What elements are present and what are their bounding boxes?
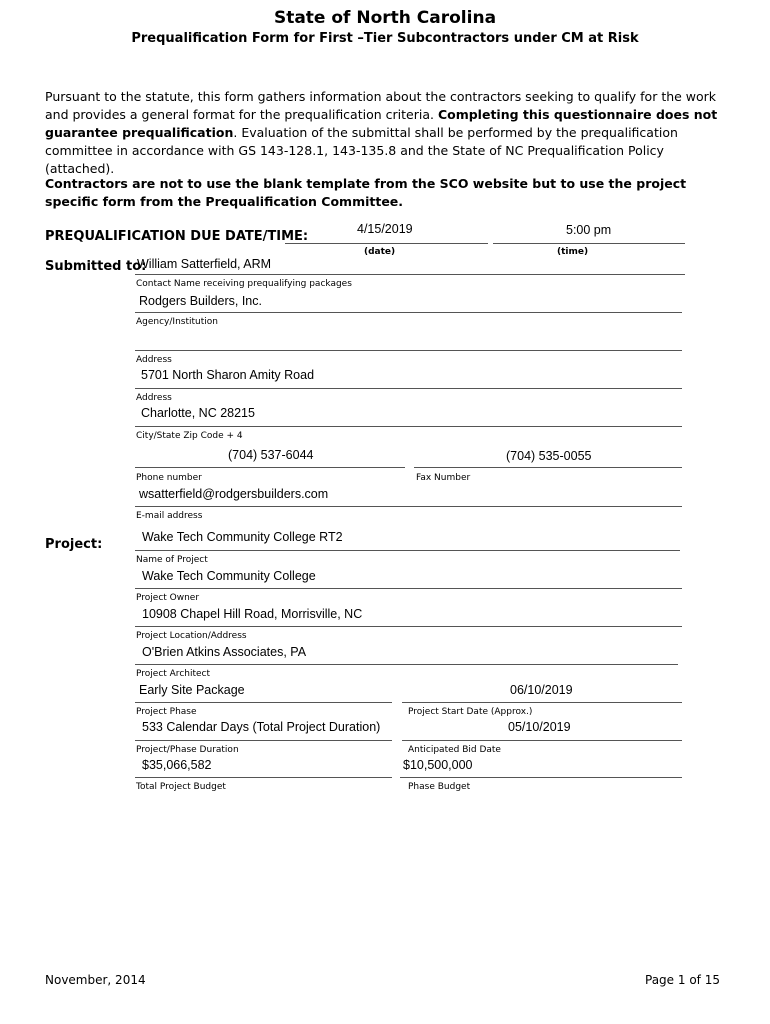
project-phase-line	[135, 702, 392, 703]
project-label: Project:	[45, 537, 103, 552]
page-title: State of North Carolina	[273, 8, 497, 28]
due-time-field[interactable]: 5:00 pm	[566, 223, 612, 237]
phase-budget-field[interactable]: $10,500,000	[403, 758, 473, 772]
project-phase-caption: Project Phase	[136, 707, 197, 717]
address2-caption: Address	[136, 393, 172, 403]
project-name-field[interactable]: Wake Tech Community College RT2	[142, 530, 343, 544]
due-time-caption: (time)	[557, 247, 589, 257]
contact-name-line	[135, 274, 685, 275]
email-caption: E-mail address	[136, 511, 203, 521]
contact-name-caption: Contact Name receiving prequalifying packages	[136, 279, 352, 289]
intro-text-a: Pursuant to the statute, this form gathers information about the contractors seeking to qualify for the work and provides a general format for the prequalification criteria.	[45, 89, 717, 122]
total-budget-caption: Total Project Budget	[136, 782, 226, 792]
bid-date-caption: Anticipated Bid Date	[408, 745, 501, 755]
phone-line	[135, 467, 405, 468]
phase-budget-line	[400, 777, 682, 778]
project-architect-line	[135, 664, 678, 665]
agency-caption: Agency/Institution	[136, 317, 218, 327]
due-time-line	[493, 243, 685, 244]
email-line	[135, 506, 682, 507]
project-name-line	[135, 550, 680, 551]
project-start-date-field[interactable]: 06/10/2019	[510, 683, 573, 697]
project-architect-field[interactable]: O'Brien Atkins Associates, PA	[142, 645, 307, 659]
city-state-zip-line	[135, 426, 682, 427]
project-name-caption: Name of Project	[136, 555, 208, 565]
email-field[interactable]: wsatterfield@rodgersbuilders.com	[139, 487, 329, 501]
city-state-zip-caption: City/State Zip Code + 4	[136, 431, 243, 441]
address2-line	[135, 388, 682, 389]
project-phase-field[interactable]: Early Site Package	[139, 683, 245, 697]
total-budget-line	[135, 777, 392, 778]
submitted-to-label: Submitted to:	[45, 259, 147, 274]
fax-caption: Fax Number	[416, 473, 471, 483]
page-number: Page 1 of 15	[645, 973, 720, 987]
instruction-bold-text: Contractors are not to use the blank template from the SCO website but to use the project specific form from the Prequalification Committee.	[45, 176, 687, 209]
contact-name-field[interactable]: William Satterfield, ARM	[137, 257, 272, 271]
project-location-caption: Project Location/Address	[136, 631, 247, 641]
project-owner-line	[135, 588, 682, 589]
due-date-field[interactable]: 4/15/2019	[357, 222, 413, 236]
project-location-line	[135, 626, 682, 627]
project-duration-line	[135, 740, 392, 741]
project-start-date-line	[402, 702, 682, 703]
intro-paragraph	[45, 88, 725, 178]
intro-bold-text: Completing this questionnaire does not guarantee prequalification	[45, 107, 718, 140]
bid-date-field[interactable]: 05/10/2019	[508, 720, 571, 734]
city-state-zip-field[interactable]: Charlotte, NC 28215	[141, 406, 255, 420]
phone-caption: Phone number	[136, 473, 202, 483]
address2-field[interactable]: 5701 North Sharon Amity Road	[141, 368, 315, 382]
due-date-label: PREQUALIFICATION DUE DATE/TIME:	[45, 229, 309, 244]
instruction-paragraph	[45, 175, 725, 211]
project-architect-caption: Project Architect	[136, 669, 211, 679]
intro-text-b: . Evaluation of the submittal shall be performed by the prequalification committee in accordance with GS 143-128.1, 143-135.8 and the State of NC Prequalification Policy (attached).	[45, 125, 678, 176]
project-start-date-caption: Project Start Date (Approx.)	[408, 707, 533, 717]
agency-line	[135, 312, 682, 313]
phone-field[interactable]: (704) 537-6044	[228, 448, 314, 462]
project-location-field[interactable]: 10908 Chapel Hill Road, Morrisville, NC	[142, 607, 363, 621]
project-duration-field[interactable]: 533 Calendar Days (Total Project Duration)	[142, 720, 381, 734]
due-date-caption: (date)	[364, 247, 396, 257]
address1-line	[135, 350, 682, 351]
total-budget-field[interactable]: $35,066,582	[142, 758, 212, 772]
page-subtitle: Prequalification Form for First –Tier Subcontractors under CM at Risk	[131, 31, 639, 46]
project-owner-field[interactable]: Wake Tech Community College	[142, 569, 316, 583]
due-date-line	[285, 243, 488, 244]
project-owner-caption: Project Owner	[136, 593, 200, 603]
phase-budget-caption: Phase Budget	[408, 782, 471, 792]
address1-caption: Address	[136, 355, 172, 365]
bid-date-line	[402, 740, 682, 741]
project-duration-caption: Project/Phase Duration	[136, 745, 239, 755]
agency-field[interactable]: Rodgers Builders, Inc.	[139, 294, 262, 308]
fax-field[interactable]: (704) 535-0055	[506, 449, 592, 463]
fax-line	[414, 467, 682, 468]
footer-date: November, 2014	[45, 973, 146, 987]
